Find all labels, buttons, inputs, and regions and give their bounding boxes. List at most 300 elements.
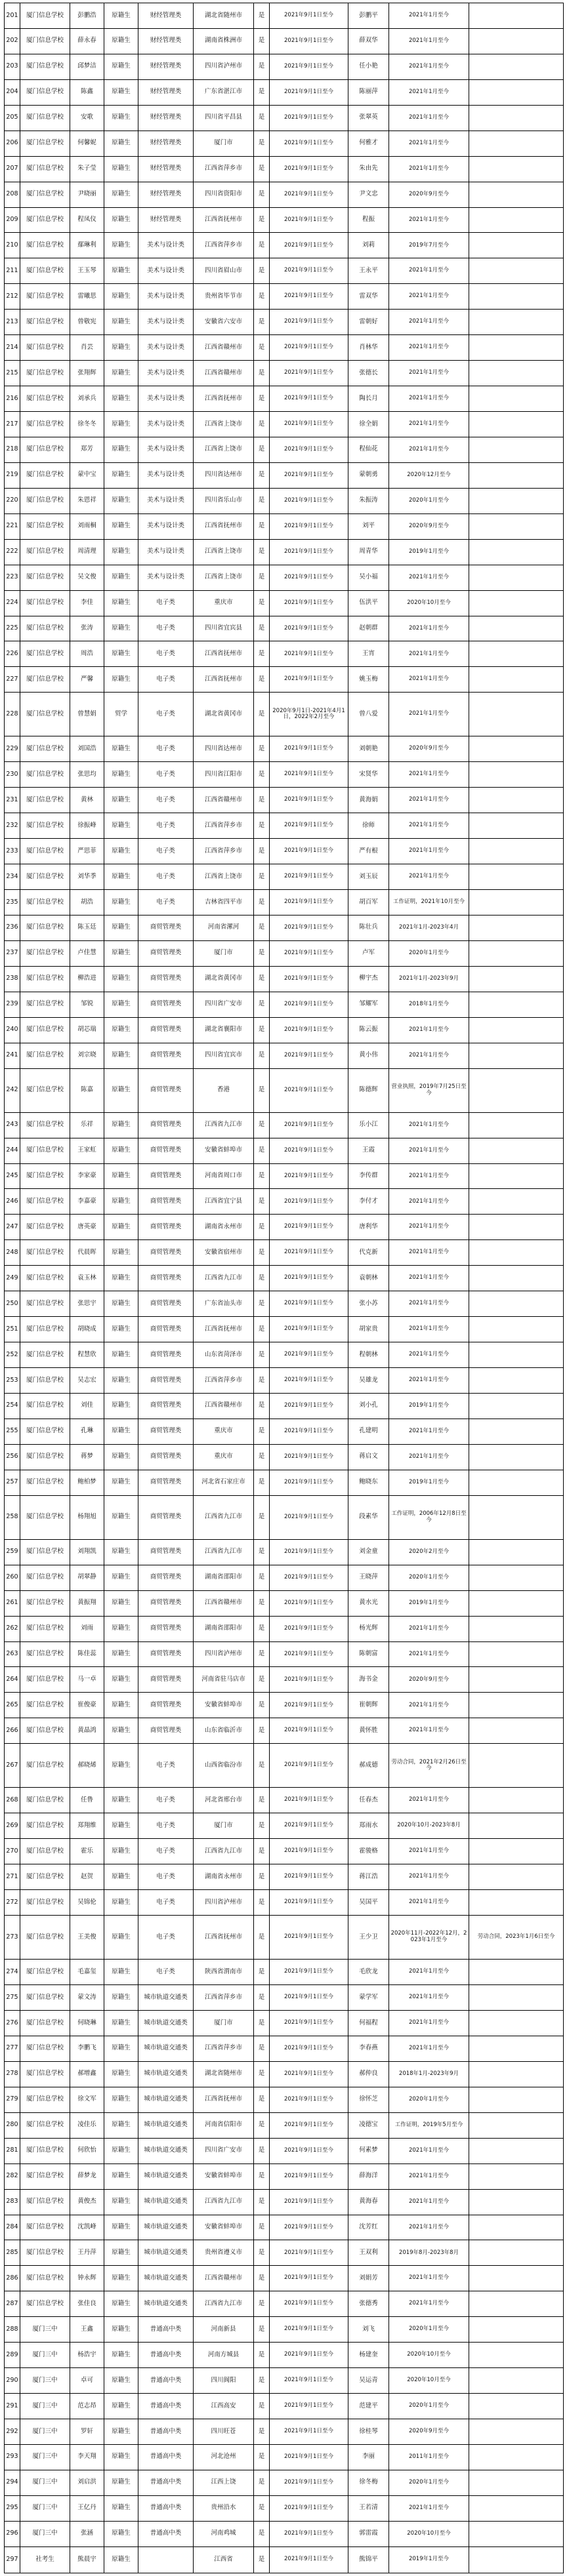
cell-guardian-name: 鲍晓东 bbox=[348, 1470, 389, 1495]
cell-row-number: 223 bbox=[5, 565, 20, 590]
cell-enrollment-period: 2021年9月1日至今 bbox=[270, 2495, 348, 2521]
cell-enrollment-period: 2021年9月1日至今 bbox=[270, 736, 348, 762]
cell-flag: 是 bbox=[254, 2495, 270, 2521]
cell-origin: 江西省赣州市 bbox=[194, 1590, 254, 1616]
cell-student-name: 鄢琳利 bbox=[70, 233, 104, 258]
cell-student-name: 张翔辉 bbox=[70, 361, 104, 386]
table-row bbox=[5, 565, 564, 590]
cell-student-name: 严馨 bbox=[70, 667, 104, 693]
cell-guardian-name: 王晓萍 bbox=[348, 1565, 389, 1590]
cell-row-number: 242 bbox=[5, 1068, 20, 1112]
cell-student-name: 徐振峰 bbox=[70, 813, 104, 839]
cell-guardian-residence-period: 2021年1月至今 bbox=[389, 762, 469, 788]
cell-major: 普通高中类 bbox=[138, 2368, 194, 2394]
cell-row-number: 260 bbox=[5, 1565, 20, 1590]
cell-row-number: 266 bbox=[5, 1718, 20, 1744]
table-row bbox=[5, 1163, 564, 1189]
cell-school: 厦门信息学校 bbox=[20, 1985, 70, 2011]
cell-school: 厦门信息学校 bbox=[20, 1444, 70, 1470]
cell-registration-type: 原籍生 bbox=[104, 1890, 138, 1916]
cell-school: 厦门信息学校 bbox=[20, 813, 70, 839]
cell-row-number: 253 bbox=[5, 1368, 20, 1394]
cell-guardian-residence-period: 2020年1月至今 bbox=[389, 1565, 469, 1590]
cell-guardian-name: 宋贤华 bbox=[348, 762, 389, 788]
cell-school: 厦门三中 bbox=[20, 2495, 70, 2521]
cell-school: 厦门信息学校 bbox=[20, 233, 70, 258]
cell-flag: 是 bbox=[254, 2470, 270, 2495]
cell-row-number: 270 bbox=[5, 1839, 20, 1864]
cell-registration-type: 原籍生 bbox=[104, 284, 138, 310]
cell-enrollment-period: 2021年9月1日至今 bbox=[270, 616, 348, 641]
cell-registration-type: 原籍生 bbox=[104, 1864, 138, 1890]
cell-row-number: 218 bbox=[5, 437, 20, 462]
cell-origin: 湖南省永州市 bbox=[194, 1864, 254, 1890]
cell-school: 厦门信息学校 bbox=[20, 736, 70, 762]
cell-guardian-residence-period: 2020年1月至今 bbox=[389, 2394, 469, 2419]
cell-guardian-residence-period: 工作证明，2006年12月8日至今 bbox=[389, 1495, 469, 1539]
cell-remark bbox=[469, 1112, 564, 1138]
cell-major: 商贸管理类 bbox=[138, 1068, 194, 1112]
cell-guardian-residence-period: 2021年1月至今 bbox=[389, 131, 469, 156]
cell-flag: 是 bbox=[254, 1163, 270, 1189]
cell-school: 厦门信息学校 bbox=[20, 915, 70, 940]
cell-registration-type: 原籍生 bbox=[104, 762, 138, 788]
cell-guardian-name: 王永平 bbox=[348, 258, 389, 284]
cell-row-number: 225 bbox=[5, 616, 20, 641]
cell-major: 商贸管理类 bbox=[138, 1112, 194, 1138]
cell-flag: 是 bbox=[254, 940, 270, 966]
cell-origin: 湖南省株洲市 bbox=[194, 28, 254, 54]
cell-major: 城市轨道交通类 bbox=[138, 2163, 194, 2189]
cell-school: 厦门信息学校 bbox=[20, 1470, 70, 1495]
cell-registration-type: 原籍生 bbox=[104, 2546, 138, 2573]
cell-registration-type: 原籍生 bbox=[104, 2215, 138, 2240]
cell-student-name: 黄振翔 bbox=[70, 1590, 104, 1616]
cell-enrollment-period: 2021年9月1日至今 bbox=[270, 1240, 348, 1266]
cell-major: 普通高中类 bbox=[138, 2343, 194, 2368]
cell-school: 厦门信息学校 bbox=[20, 940, 70, 966]
cell-remark bbox=[469, 864, 564, 890]
cell-school: 厦门信息学校 bbox=[20, 616, 70, 641]
cell-guardian-name: 袁朝林 bbox=[348, 1266, 389, 1291]
cell-origin: 吉林省四平市 bbox=[194, 890, 254, 916]
cell-row-number: 280 bbox=[5, 2112, 20, 2138]
cell-guardian-name: 吴雄龙 bbox=[348, 1368, 389, 1394]
cell-guardian-residence-period: 2020年9月至今 bbox=[389, 1667, 469, 1693]
cell-row-number: 230 bbox=[5, 762, 20, 788]
cell-flag: 是 bbox=[254, 2087, 270, 2112]
cell-origin: 香港 bbox=[194, 1068, 254, 1112]
cell-major: 商贸管理类 bbox=[138, 1342, 194, 1368]
cell-origin: 贵州省毕节市 bbox=[194, 284, 254, 310]
cell-origin: 四川省达州市 bbox=[194, 736, 254, 762]
table-row bbox=[5, 1590, 564, 1616]
cell-enrollment-period: 2021年9月1日至今 bbox=[270, 667, 348, 693]
cell-flag: 是 bbox=[254, 105, 270, 131]
cell-student-name: 孔琳 bbox=[70, 1419, 104, 1444]
cell-guardian-name: 程朝林 bbox=[348, 1342, 389, 1368]
cell-major: 城市轨道交通类 bbox=[138, 2291, 194, 2317]
cell-registration-type: 原籍生 bbox=[104, 788, 138, 813]
cell-remark bbox=[469, 2061, 564, 2087]
cell-guardian-residence-period: 2021年1月至今 bbox=[389, 1342, 469, 1368]
cell-enrollment-period: 2021年9月1日至今 bbox=[270, 2112, 348, 2138]
cell-flag: 是 bbox=[254, 2163, 270, 2189]
cell-school: 厦门三中 bbox=[20, 2368, 70, 2394]
cell-remark bbox=[469, 258, 564, 284]
cell-row-number: 244 bbox=[5, 1138, 20, 1163]
cell-guardian-residence-period: 2020年12月至今 bbox=[389, 462, 469, 488]
table-row bbox=[5, 2112, 564, 2138]
cell-major: 城市轨道交通类 bbox=[138, 2112, 194, 2138]
cell-guardian-residence-period: 2021年1月至今 bbox=[389, 1266, 469, 1291]
cell-student-name: 郑翔维 bbox=[70, 1813, 104, 1839]
cell-remark bbox=[469, 437, 564, 462]
cell-origin: 江西省赣州市 bbox=[194, 335, 254, 361]
cell-row-number: 219 bbox=[5, 462, 20, 488]
cell-school: 厦门信息学校 bbox=[20, 1890, 70, 1916]
table-row bbox=[5, 437, 564, 462]
cell-school: 厦门信息学校 bbox=[20, 1916, 70, 1960]
cell-origin: 四川省江阳市 bbox=[194, 762, 254, 788]
cell-school: 厦门信息学校 bbox=[20, 2215, 70, 2240]
cell-origin: 河南省信阳市 bbox=[194, 2112, 254, 2138]
cell-remark bbox=[469, 2343, 564, 2368]
cell-school: 厦门信息学校 bbox=[20, 310, 70, 335]
cell-major: 电子类 bbox=[138, 590, 194, 616]
cell-enrollment-period: 2021年9月1日至今 bbox=[270, 1342, 348, 1368]
cell-major: 财经管理类 bbox=[138, 105, 194, 131]
cell-flag: 是 bbox=[254, 915, 270, 940]
cell-registration-type: 原籍生 bbox=[104, 2163, 138, 2189]
cell-major: 商贸管理类 bbox=[138, 940, 194, 966]
cell-remark bbox=[469, 590, 564, 616]
cell-school: 厦门信息学校 bbox=[20, 2061, 70, 2087]
cell-remark bbox=[469, 131, 564, 156]
cell-enrollment-period: 2021年9月1日至今 bbox=[270, 788, 348, 813]
cell-school: 厦门信息学校 bbox=[20, 1667, 70, 1693]
table-row bbox=[5, 1960, 564, 1985]
cell-student-name: 郝增鑫 bbox=[70, 2061, 104, 2087]
table-row bbox=[5, 1291, 564, 1317]
cell-flag: 是 bbox=[254, 1189, 270, 1215]
cell-major: 美术与设计类 bbox=[138, 513, 194, 539]
table-row bbox=[5, 182, 564, 207]
cell-guardian-name: 胡家贵 bbox=[348, 1317, 389, 1342]
cell-school: 厦门信息学校 bbox=[20, 284, 70, 310]
cell-school: 厦门信息学校 bbox=[20, 966, 70, 992]
cell-enrollment-period: 2021年9月1日至今 bbox=[270, 1068, 348, 1112]
cell-row-number: 257 bbox=[5, 1470, 20, 1495]
cell-school: 厦门信息学校 bbox=[20, 1291, 70, 1317]
cell-student-name: 柳浩进 bbox=[70, 966, 104, 992]
cell-student-name: 李鹏飞 bbox=[70, 2036, 104, 2061]
cell-remark bbox=[469, 1693, 564, 1718]
cell-major: 商贸管理类 bbox=[138, 966, 194, 992]
cell-school: 厦门信息学校 bbox=[20, 2291, 70, 2317]
cell-guardian-residence-period: 2021年1月至今 bbox=[389, 1138, 469, 1163]
table-row bbox=[5, 2266, 564, 2291]
cell-row-number: 277 bbox=[5, 2036, 20, 2061]
cell-remark bbox=[469, 1788, 564, 1813]
cell-major: 财经管理类 bbox=[138, 182, 194, 207]
cell-school: 厦门信息学校 bbox=[20, 513, 70, 539]
table-row bbox=[5, 2011, 564, 2036]
cell-origin: 湖南省邵阳市 bbox=[194, 1616, 254, 1641]
cell-school: 厦门信息学校 bbox=[20, 2011, 70, 2036]
cell-guardian-name: 黄海春 bbox=[348, 2189, 389, 2215]
cell-remark bbox=[469, 2444, 564, 2470]
cell-remark bbox=[469, 2521, 564, 2546]
cell-registration-type: 原籍生 bbox=[104, 915, 138, 940]
cell-major: 电子类 bbox=[138, 641, 194, 667]
cell-remark bbox=[469, 2138, 564, 2163]
cell-remark bbox=[469, 386, 564, 412]
cell-guardian-residence-period: 2018年1月-2023年9月 bbox=[389, 2061, 469, 2087]
cell-student-name: 何欣怡 bbox=[70, 2138, 104, 2163]
cell-registration-type: 原籍生 bbox=[104, 2189, 138, 2215]
cell-origin: 江西省萍乡市 bbox=[194, 813, 254, 839]
cell-guardian-name: 陈壮兵 bbox=[348, 915, 389, 940]
cell-guardian-name: 王若清 bbox=[348, 2495, 389, 2521]
cell-flag: 是 bbox=[254, 1495, 270, 1539]
cell-enrollment-period: 2021年9月1日至今 bbox=[270, 2444, 348, 2470]
cell-registration-type: 原籍生 bbox=[104, 616, 138, 641]
cell-remark bbox=[469, 915, 564, 940]
cell-guardian-residence-period: 工作证明，2019年5月至今 bbox=[389, 2112, 469, 2138]
cell-enrollment-period: 2021年9月1日至今 bbox=[270, 2266, 348, 2291]
cell-flag: 是 bbox=[254, 284, 270, 310]
cell-registration-type: 原籍生 bbox=[104, 2036, 138, 2061]
table-row bbox=[5, 386, 564, 412]
cell-registration-type: 原籍生 bbox=[104, 1342, 138, 1368]
cell-guardian-name: 雷双华 bbox=[348, 284, 389, 310]
cell-remark bbox=[469, 361, 564, 386]
cell-remark bbox=[469, 813, 564, 839]
cell-guardian-residence-period: 2020年1月至今 bbox=[389, 940, 469, 966]
cell-registration-type: 原籍生 bbox=[104, 386, 138, 412]
cell-remark bbox=[469, 2495, 564, 2521]
cell-guardian-residence-period: 2020年1月至今 bbox=[389, 2317, 469, 2343]
cell-guardian-name: 雷朝好 bbox=[348, 310, 389, 335]
cell-major: 城市轨道交通类 bbox=[138, 2036, 194, 2061]
cell-flag: 是 bbox=[254, 2189, 270, 2215]
table-row bbox=[5, 233, 564, 258]
cell-school: 厦门信息学校 bbox=[20, 1539, 70, 1565]
cell-flag: 是 bbox=[254, 1317, 270, 1342]
cell-enrollment-period: 2021年9月1日至今 bbox=[270, 1693, 348, 1718]
cell-major: 电子类 bbox=[138, 1744, 194, 1788]
table-row bbox=[5, 1718, 564, 1744]
cell-origin: 江西省九江市 bbox=[194, 1495, 254, 1539]
cell-registration-type: 原籍生 bbox=[104, 864, 138, 890]
table-row bbox=[5, 2317, 564, 2343]
cell-remark bbox=[469, 1718, 564, 1744]
table-row bbox=[5, 1495, 564, 1539]
cell-major: 普通高中类 bbox=[138, 2444, 194, 2470]
cell-major: 商贸管理类 bbox=[138, 1641, 194, 1667]
cell-flag: 是 bbox=[254, 1138, 270, 1163]
cell-row-number: 285 bbox=[5, 2240, 20, 2266]
table-row bbox=[5, 736, 564, 762]
cell-row-number: 222 bbox=[5, 539, 20, 565]
cell-guardian-name: 胡百军 bbox=[348, 890, 389, 916]
cell-guardian-name: 杨光辉 bbox=[348, 1616, 389, 1641]
cell-school: 厦门三中 bbox=[20, 2394, 70, 2419]
cell-major: 电子类 bbox=[138, 864, 194, 890]
cell-guardian-name: 郝仲良 bbox=[348, 2061, 389, 2087]
cell-enrollment-period: 2021年9月1日至今 bbox=[270, 156, 348, 182]
cell-row-number: 250 bbox=[5, 1291, 20, 1317]
table-row bbox=[5, 1266, 564, 1291]
cell-row-number: 224 bbox=[5, 590, 20, 616]
cell-guardian-name: 曾八爱 bbox=[348, 693, 389, 736]
cell-remark bbox=[469, 1590, 564, 1616]
cell-guardian-name: 崔朝辉 bbox=[348, 1693, 389, 1718]
cell-enrollment-period: 2021年9月1日至今 bbox=[270, 1495, 348, 1539]
cell-flag: 是 bbox=[254, 2036, 270, 2061]
table-row bbox=[5, 1342, 564, 1368]
cell-school: 厦门信息学校 bbox=[20, 386, 70, 412]
cell-guardian-residence-period: 2019年8月-2023年8月 bbox=[389, 2240, 469, 2266]
cell-school: 厦门信息学校 bbox=[20, 1419, 70, 1444]
cell-registration-type: 原籍生 bbox=[104, 1565, 138, 1590]
cell-row-number: 294 bbox=[5, 2470, 20, 2495]
cell-origin: 江西省九江市 bbox=[194, 2189, 254, 2215]
cell-row-number: 272 bbox=[5, 1890, 20, 1916]
cell-remark bbox=[469, 1960, 564, 1985]
cell-student-name: 严思菲 bbox=[70, 839, 104, 864]
cell-registration-type: 原籍生 bbox=[104, 131, 138, 156]
cell-registration-type: 原籍生 bbox=[104, 1667, 138, 1693]
cell-guardian-residence-period: 2021年1月至今 bbox=[389, 1788, 469, 1813]
cell-registration-type: 贸学 bbox=[104, 693, 138, 736]
cell-row-number: 221 bbox=[5, 513, 20, 539]
cell-remark bbox=[469, 693, 564, 736]
cell-guardian-residence-period: 2021年1月至今 bbox=[389, 1444, 469, 1470]
cell-enrollment-period: 2021年9月1日至今 bbox=[270, 2419, 348, 2445]
cell-remark bbox=[469, 105, 564, 131]
cell-registration-type: 原籍生 bbox=[104, 641, 138, 667]
cell-remark bbox=[469, 1495, 564, 1539]
cell-school: 厦门信息学校 bbox=[20, 3, 70, 29]
cell-student-name: 刘华季 bbox=[70, 864, 104, 890]
cell-flag: 是 bbox=[254, 2546, 270, 2573]
cell-guardian-residence-period: 2021年1月至今 bbox=[389, 1890, 469, 1916]
cell-remark bbox=[469, 2011, 564, 2036]
table-row bbox=[5, 1890, 564, 1916]
cell-origin: 贵州沿水 bbox=[194, 2495, 254, 2521]
cell-student-name: 安歌 bbox=[70, 105, 104, 131]
cell-remark bbox=[469, 1068, 564, 1112]
table-row bbox=[5, 1667, 564, 1693]
table-row bbox=[5, 1368, 564, 1394]
cell-enrollment-period: 2021年9月1日至今 bbox=[270, 2291, 348, 2317]
cell-enrollment-period: 2021年9月1日至今 bbox=[270, 2343, 348, 2368]
cell-student-name: 刘宗晓 bbox=[70, 1043, 104, 1068]
cell-origin: 四川旺苍 bbox=[194, 2419, 254, 2445]
cell-registration-type: 原籍生 bbox=[104, 590, 138, 616]
cell-guardian-residence-period: 2021年1月至今 bbox=[389, 641, 469, 667]
table-row bbox=[5, 1240, 564, 1266]
cell-enrollment-period: 2021年9月1日至今 bbox=[270, 813, 348, 839]
cell-row-number: 217 bbox=[5, 412, 20, 437]
cell-guardian-residence-period: 2021年1月至今 bbox=[389, 1112, 469, 1138]
cell-major: 商贸管理类 bbox=[138, 1495, 194, 1539]
cell-row-number: 243 bbox=[5, 1112, 20, 1138]
cell-origin: 山东省临沂市 bbox=[194, 1718, 254, 1744]
cell-flag: 是 bbox=[254, 1393, 270, 1419]
cell-registration-type: 原籍生 bbox=[104, 488, 138, 513]
cell-flag: 是 bbox=[254, 813, 270, 839]
cell-school: 厦门信息学校 bbox=[20, 1189, 70, 1215]
cell-guardian-name: 伍洪平 bbox=[348, 590, 389, 616]
cell-origin: 四川省泸州市 bbox=[194, 1641, 254, 1667]
cell-registration-type: 原籍生 bbox=[104, 2266, 138, 2291]
cell-guardian-residence-period: 2021年1月至今 bbox=[389, 1616, 469, 1641]
cell-registration-type: 原籍生 bbox=[104, 890, 138, 916]
cell-registration-type: 原籍生 bbox=[104, 1960, 138, 1985]
cell-flag: 是 bbox=[254, 1266, 270, 1291]
cell-row-number: 287 bbox=[5, 2291, 20, 2317]
cell-guardian-name: 霍骏格 bbox=[348, 1839, 389, 1864]
cell-guardian-residence-period: 2021年1月-2023年9月 bbox=[389, 966, 469, 992]
cell-row-number: 282 bbox=[5, 2163, 20, 2189]
cell-flag: 是 bbox=[254, 1813, 270, 1839]
cell-guardian-name: 黄水光 bbox=[348, 1590, 389, 1616]
cell-school: 厦门信息学校 bbox=[20, 1163, 70, 1189]
cell-flag: 是 bbox=[254, 1368, 270, 1394]
table-row bbox=[5, 2087, 564, 2112]
cell-row-number: 296 bbox=[5, 2521, 20, 2546]
cell-guardian-name: 周青华 bbox=[348, 539, 389, 565]
cell-row-number: 226 bbox=[5, 641, 20, 667]
cell-student-name: 何馨妮 bbox=[70, 131, 104, 156]
cell-remark: 劳动合同，2023年1月6日至今 bbox=[469, 1916, 564, 1960]
cell-flag: 是 bbox=[254, 1890, 270, 1916]
cell-flag: 是 bbox=[254, 1641, 270, 1667]
cell-flag: 是 bbox=[254, 693, 270, 736]
cell-school: 厦门信息学校 bbox=[20, 28, 70, 54]
cell-student-name: 何晓琳 bbox=[70, 2011, 104, 2036]
cell-row-number: 263 bbox=[5, 1641, 20, 1667]
cell-registration-type: 原籍生 bbox=[104, 940, 138, 966]
table-row bbox=[5, 2546, 564, 2573]
table-row bbox=[5, 2036, 564, 2061]
cell-enrollment-period: 2021年9月1日至今 bbox=[270, 641, 348, 667]
cell-registration-type: 原籍生 bbox=[104, 2087, 138, 2112]
cell-major: 商贸管理类 bbox=[138, 1138, 194, 1163]
cell-major: 普通高中类 bbox=[138, 2419, 194, 2445]
cell-major: 城市轨道交通类 bbox=[138, 2266, 194, 2291]
cell-origin: 江西省抚州市 bbox=[194, 1916, 254, 1960]
cell-school: 厦门信息学校 bbox=[20, 693, 70, 736]
cell-registration-type: 原籍生 bbox=[104, 839, 138, 864]
cell-registration-type: 原籍生 bbox=[104, 437, 138, 462]
cell-flag: 是 bbox=[254, 233, 270, 258]
cell-major: 美术与设计类 bbox=[138, 233, 194, 258]
cell-major: 电子类 bbox=[138, 1788, 194, 1813]
cell-row-number: 228 bbox=[5, 693, 20, 736]
cell-major: 电子类 bbox=[138, 616, 194, 641]
cell-guardian-residence-period: 2021年1月至今 bbox=[389, 1960, 469, 1985]
cell-student-name: 邹锐 bbox=[70, 992, 104, 1017]
cell-registration-type: 原籍生 bbox=[104, 1539, 138, 1565]
cell-enrollment-period: 2021年9月1日至今 bbox=[270, 2061, 348, 2087]
cell-row-number: 238 bbox=[5, 966, 20, 992]
cell-origin: 安徽省蚌埠市 bbox=[194, 2163, 254, 2189]
cell-enrollment-period: 2021年9月1日至今 bbox=[270, 2189, 348, 2215]
